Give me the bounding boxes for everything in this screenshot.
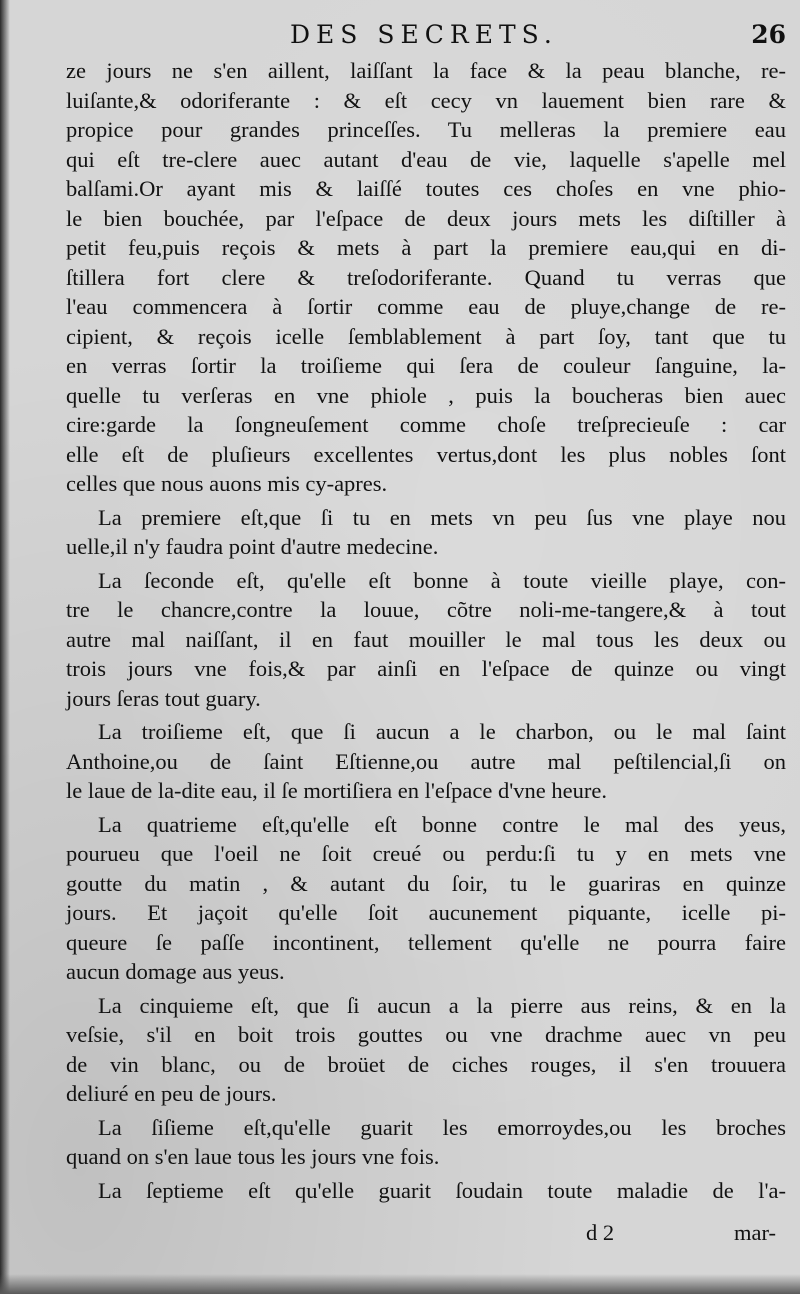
text-line: deliuré en peu de jours. xyxy=(66,1081,277,1106)
text-line: elle eſt de pluſieurs excellentes vertus,dont les plus nobles ſont xyxy=(66,441,786,467)
text-line: aucun domage aus yeus. xyxy=(66,959,285,984)
text-line: goutte du matin , & autant du ſoir, tu le guariras en quinze xyxy=(66,870,786,896)
body-text xyxy=(66,56,786,1205)
text-line: en verras ſortir la troiſieme qui ſera de couleur ſanguine, la- xyxy=(66,353,786,378)
text-line: cipient, & reçois icelle ſemblablement à part ſoy, tant que tu xyxy=(66,323,786,349)
text-line: jours ſeras tout guary. xyxy=(66,685,261,711)
text-line: de vin blanc, ou de broüet de ciches rouges, il s'en trouuera xyxy=(66,1051,786,1077)
text-line: La troiſieme eſt, que ſi aucun a le charbon, ou le mal ſaint xyxy=(98,719,786,744)
page-number: 26 xyxy=(751,20,786,49)
text-line: quand on s'en laue tous les jours vne fois. xyxy=(66,1144,440,1169)
text-line: autre mal naiſſant, il en faut mouiller le mal tous les deux ou xyxy=(66,626,786,652)
text-line: tre le chancre,contre la louue, cõtre noli-me-tangere,& à tout xyxy=(66,597,786,622)
text-line: La premiere eſt,que ſi tu en mets vn peu ſus vne playe nou xyxy=(98,504,786,530)
text-line: trois jours vne fois,& par ainſi en l'eſpace de quinze ou vingt xyxy=(66,656,786,681)
text-line: ze jours ne s'en aillent, laiſſant la face & la peau blanche, re- xyxy=(66,58,786,83)
text-line: pourueu que l'oeil ne ſoit creué ou perdu:ſi tu y en mets vne xyxy=(66,841,786,866)
text-line: La quatrieme eſt,qu'elle eſt bonne contre le mal des yeus, xyxy=(98,811,786,837)
text-line: uelle,il n'y faudra point d'autre medecine. xyxy=(66,534,439,559)
page-shadow-left xyxy=(0,0,10,1294)
running-title: DES SECRETS. xyxy=(290,20,558,49)
text-line: celles que nous auons mis cy-apres. xyxy=(66,471,388,496)
text-line: queure ſe paſſe incontinent, tellement qu'elle ne pourra faire xyxy=(66,929,786,955)
text-line: luiſante,& odoriferante : & eſt cecy vn lauement bien rare & xyxy=(66,87,786,113)
text-line: qui eſt tre-clere auec autant d'eau de vie, laquelle s'apelle mel xyxy=(66,146,786,172)
text-line: La ſeconde eſt, qu'elle eſt bonne à toute vieille playe, con- xyxy=(98,567,786,593)
text-line: le bien bouchée, par l'eſpace de deux jours mets les diſtiller à xyxy=(66,205,786,231)
text-line: balſami.Or ayant mis & laiſſé toutes ces choſes en vne phio- xyxy=(66,176,786,201)
page-header xyxy=(0,20,800,54)
page-shadow-bottom xyxy=(0,1274,800,1294)
text-line: La ſeptieme eſt qu'elle guarit ſoudain toute maladie de l'a- xyxy=(98,1177,786,1203)
text-line: ſtillera fort clere & treſodoriferante. Quand tu verras que xyxy=(66,264,786,290)
text-line: cire:garde la ſongneuſement comme choſe treſprecieuſe : car xyxy=(66,412,786,437)
catchword: mar- xyxy=(733,1220,776,1245)
text-line: propice pour grandes princeſſes. Tu melleras la premiere eau xyxy=(66,117,786,142)
text-line: La ſiſieme eſt,qu'elle guarit les emorroydes,ou les broches xyxy=(98,1114,786,1140)
text-line: petit feu,puis reçois & mets à part la premiere eau,qui en di- xyxy=(66,235,786,260)
text-line: Anthoine,ou de ſaint Eſtienne,ou autre mal peſtilencial,ſi on xyxy=(66,748,786,774)
signature-mark: d 2 xyxy=(586,1220,615,1245)
page-footer xyxy=(0,1220,800,1250)
text-line: l'eau commencera à ſortir comme eau de pluye,change de re- xyxy=(66,294,786,319)
text-line: La cinquieme eſt, que ſi aucun a la pierre aus reins, & en la xyxy=(98,992,786,1018)
text-line: quelle tu verſeras en vne phiole , puis la boucheras bien auec xyxy=(66,382,786,408)
text-line: le laue de la-dite eau, il ſe mortiſiera en l'eſpace d'vne heure. xyxy=(66,778,607,803)
text-line: veſsie, s'il en boit trois gouttes ou vne drachme auec vn peu xyxy=(66,1022,786,1047)
text-line: jours. Et jaçoit qu'elle ſoit aucunement piquante, icelle pi- xyxy=(66,900,786,925)
